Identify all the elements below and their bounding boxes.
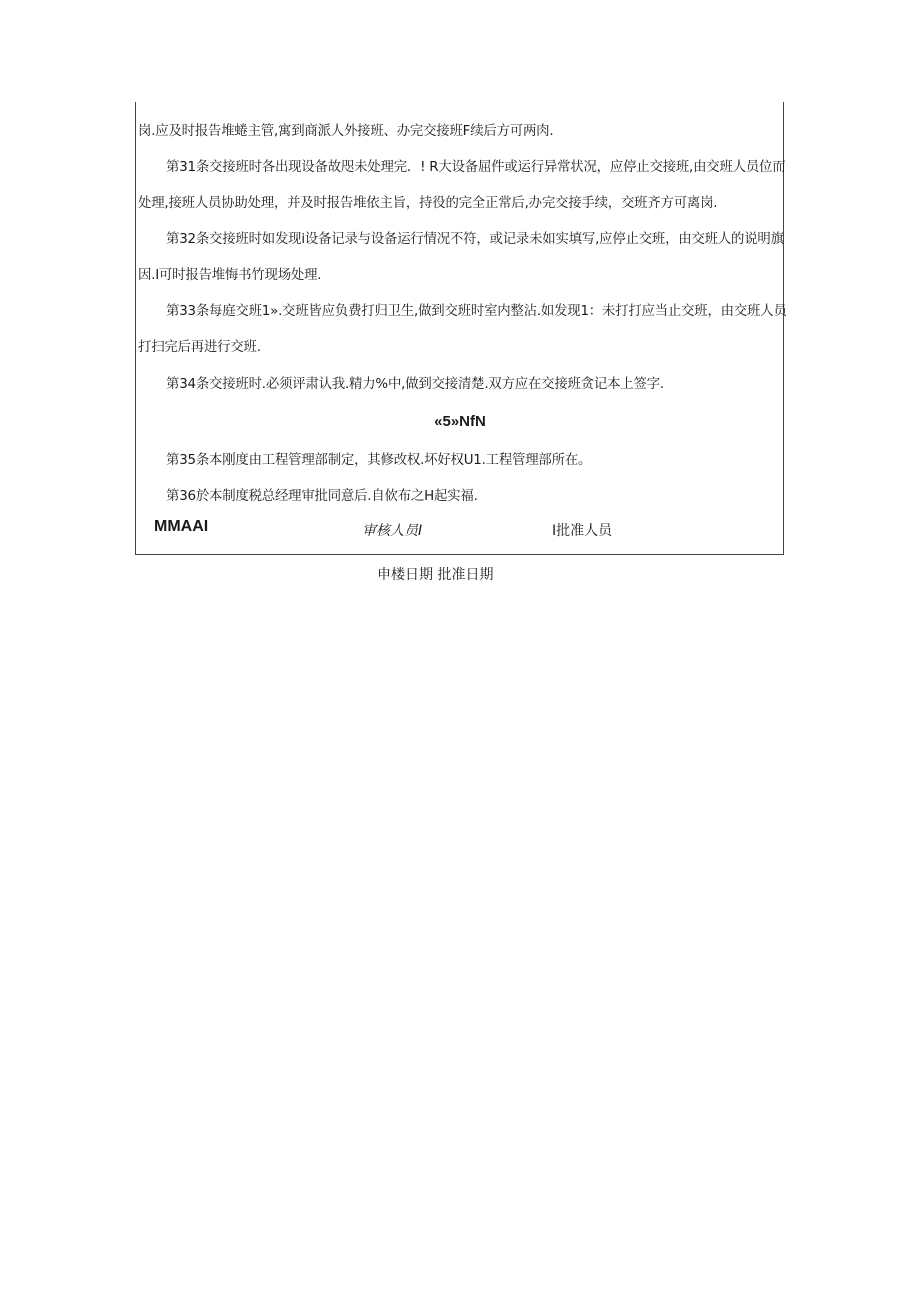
text-line-1: 岗.应及时报告堆蜷主管,寓到商派人外接班、办完交接班F续后方可两肉. bbox=[138, 124, 554, 139]
reviewer-label: 审核人员I bbox=[362, 523, 423, 539]
approver-label: I批准人员 bbox=[552, 523, 613, 539]
article-34: 第34条交接班时.必须评肃认我.精力%中,做到交接清楚.双方应在交接班贪记本上签字. bbox=[166, 377, 664, 392]
article-32-line-1: 第32条交接班时如发现i设备记录与设备运行情况不符，或记录未如实填写,应停止交班，由交班人的说明旗 bbox=[166, 232, 784, 247]
article-32-line-2: 因.I可时报告堆悔书竹现场处理. bbox=[138, 268, 322, 283]
article-33-line-2: 打扫完后再进行交班. bbox=[138, 340, 261, 355]
article-36: 第36於本制度税总经理审批同意后.自佽布之H起实福. bbox=[166, 489, 478, 504]
section-heading: «5»NfN bbox=[434, 413, 486, 430]
date-labels: 申楼日期 批准日期 bbox=[377, 567, 494, 583]
article-35: 第35条本刚度由工程管理部制定，其修改权.坏好权U1.工程管理部所在。 bbox=[166, 453, 592, 468]
article-31-line-2: 处理,接班人员协助处理，并及时报告堆依主旨，持役的完全正常后,办完交接手续，交班齐方可离岗. bbox=[138, 196, 718, 211]
article-33-line-1: 第33条每庭交班1».交班皆应负费打归卫生,做到交班时室内整沾.如发现1：未打打应当止交班，由交班人员 bbox=[166, 304, 787, 319]
article-31-line-1: 第31条交接班时各出现设备故咫未处理完．! R大设备屈件或运行异常状况，应停止交接班,由交班人员位而 bbox=[166, 160, 786, 175]
prepared-by-label: MMAAI bbox=[154, 518, 209, 535]
